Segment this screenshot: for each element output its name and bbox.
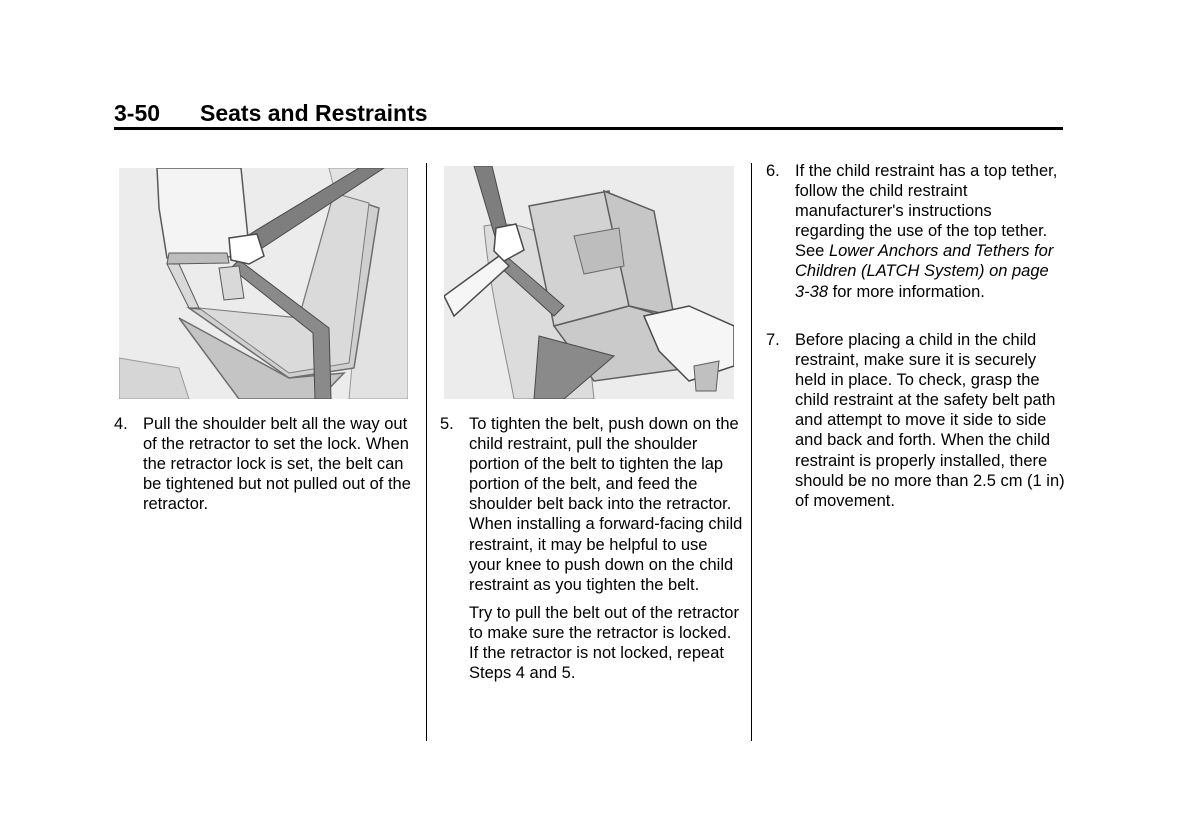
step-number: 5. [440, 415, 454, 433]
figure-shoulder-belt-pull [119, 168, 408, 399]
step-continuation-text: Try to pull the belt out of the retractor to make sure the retractor is locked. If the retractor is not locked, repeat Steps 4 and 5. [469, 603, 739, 683]
step-text: Before placing a child in the child restraint, make sure it is securely held in place. To check, grasp the child restraint at the safety belt path and attempt to move it side to side and back and forth. When the child restraint is properly installed, there should be no more than 2.5 cm (1 in) of movement. [795, 331, 1065, 510]
illustration-tighten-belt [444, 166, 734, 399]
figure-tighten-belt [444, 166, 734, 399]
step-number: 7. [766, 331, 780, 349]
header-rule [114, 127, 1063, 130]
step-text [795, 161, 1065, 302]
page-number: 3-50 [114, 100, 161, 126]
step-text: To tighten the belt, push down on the child restraint, pull the shoulder portion of the belt to tighten the lap portion of the belt, and feed the shoulder belt back into the retractor. When installing a forward-facing child restraint, it may be helpful to use your knee to push down on the child restraint as you tighten the belt. [469, 415, 743, 594]
step-text-before: If the child restraint has a top tether, follow the child restraint manufacturer's instructions regarding the use of the top tether. See [795, 162, 1058, 261]
column-divider-2 [751, 163, 752, 741]
section-title: Seats and Restraints [200, 100, 428, 126]
illustration-belt-pull [119, 168, 408, 399]
step-text: Pull the shoulder belt all the way out of the retractor to set the lock. When the retractor lock is set, the belt can be tightened but not pulled out of the retractor. [143, 415, 411, 514]
cross-reference-link[interactable]: Lower Anchors and Tethers for Children (LATCH System) on page 3-38 [795, 242, 1054, 301]
step-text-after: for more information. [828, 282, 985, 301]
step-number: 4. [114, 415, 128, 433]
page-header [114, 100, 1063, 132]
column-divider-1 [426, 163, 427, 741]
step-number: 6. [766, 162, 780, 180]
